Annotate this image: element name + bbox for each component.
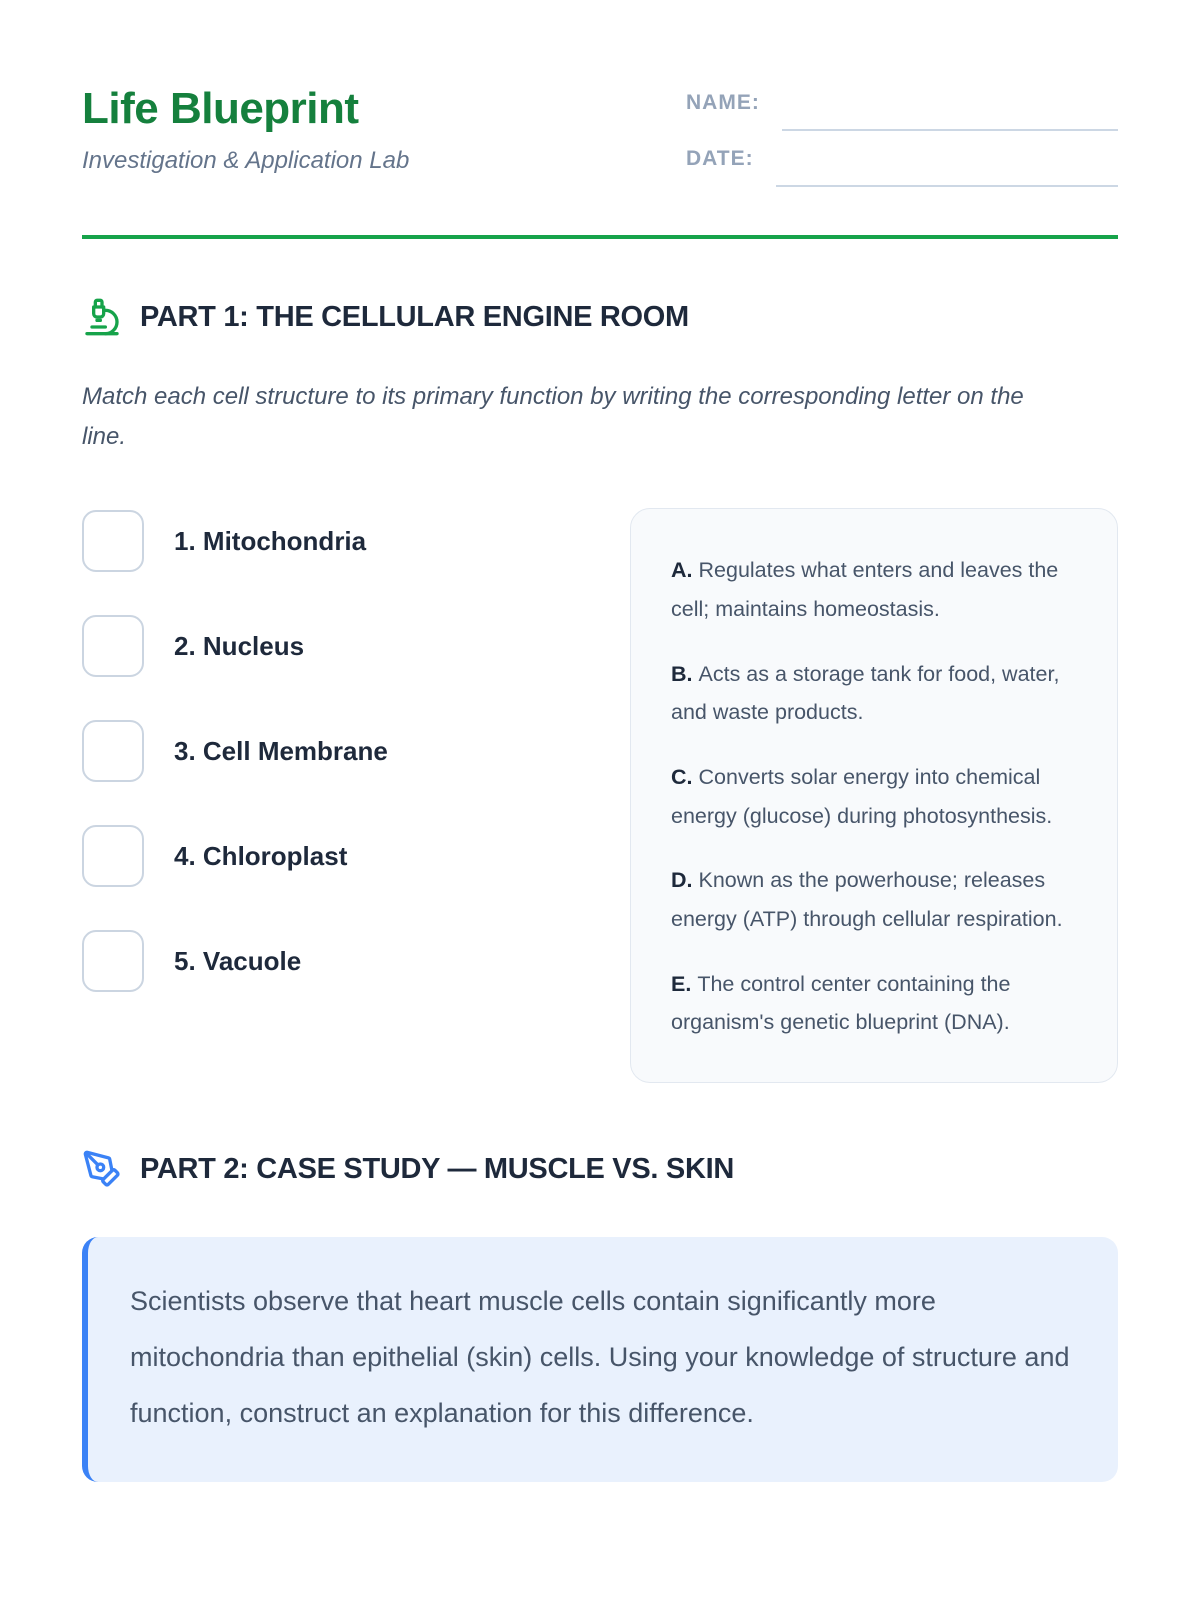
header xyxy=(82,85,1118,203)
date-field-row xyxy=(686,147,1118,173)
definition-e xyxy=(671,965,1077,1042)
name-input-line[interactable] xyxy=(782,129,1118,131)
definition-a-text: Regulates what enters and leaves the cell; maintains homeostasis. xyxy=(671,558,1059,621)
header-divider xyxy=(82,235,1118,239)
definition-c-text: Converts solar energy into chemical energy (glucose) during photosynthesis. xyxy=(671,764,1053,828)
page-title: Life Blueprint xyxy=(82,84,359,133)
definitions-panel xyxy=(630,508,1118,1083)
match-label-2: 2. Nucleus xyxy=(174,630,305,661)
definition-b xyxy=(671,655,1077,732)
match-label-5: 5. Vacuole xyxy=(174,945,302,976)
part1-title: PART 1: THE CELLULAR ENGINE ROOM xyxy=(140,300,689,333)
match-label-3: 3. Cell Membrane xyxy=(174,735,388,766)
definition-a-letter: A. xyxy=(671,558,693,583)
match-row-5 xyxy=(82,930,630,992)
definition-d xyxy=(671,861,1077,938)
match-row-2 xyxy=(82,615,630,677)
definition-c xyxy=(671,758,1077,835)
definition-b-text: Acts as a storage tank for food, water, and waste products. xyxy=(671,661,1060,725)
header-fields xyxy=(686,85,1118,203)
answer-box-1[interactable] xyxy=(82,510,144,572)
date-label: DATE: xyxy=(686,147,754,170)
pen-tool-icon xyxy=(82,1149,122,1189)
case-study-text: Scientists observe that heart muscle cells contain significantly more mitochondria than epithelial (skin) cells. Using your knowledge of structure and function, construct an explanation for this difference. xyxy=(130,1286,1070,1429)
answer-box-3[interactable] xyxy=(82,720,144,782)
answer-box-4[interactable] xyxy=(82,825,144,887)
date-input-line[interactable] xyxy=(776,185,1118,187)
definition-b-letter: B. xyxy=(671,661,693,686)
definition-d-letter: D. xyxy=(671,868,693,893)
part2-title: PART 2: CASE STUDY — MUSCLE VS. SKIN xyxy=(140,1152,734,1185)
definition-e-letter: E. xyxy=(671,971,692,996)
answer-box-5[interactable] xyxy=(82,930,144,992)
match-row-1 xyxy=(82,510,630,572)
microscope-icon xyxy=(82,297,122,337)
answer-box-2[interactable] xyxy=(82,615,144,677)
definition-d-text: Known as the powerhouse; releases energy (ATP) through cellular respiration. xyxy=(671,868,1063,931)
definition-c-letter: C. xyxy=(671,764,693,789)
name-label: NAME: xyxy=(686,91,760,114)
definition-a xyxy=(671,551,1077,628)
match-row-4 xyxy=(82,825,630,887)
matching-section xyxy=(82,508,1118,1083)
header-titles xyxy=(82,85,409,175)
part1-instructions: Match each cell structure to its primary function by writing the corresponding letter on the line. xyxy=(82,383,1024,450)
match-row-3 xyxy=(82,720,630,782)
match-label-4: 4. Chloroplast xyxy=(174,840,348,871)
part1-heading xyxy=(82,297,1118,337)
case-study-box xyxy=(82,1237,1118,1481)
part2-heading xyxy=(82,1149,1118,1189)
page-subtitle: Investigation & Application Lab xyxy=(82,147,410,175)
definition-e-text: The control center containing the organism's genetic blueprint (DNA). xyxy=(671,971,1011,1035)
match-label-1: 1. Mitochondria xyxy=(174,525,367,556)
match-list xyxy=(82,508,630,992)
name-field-row xyxy=(686,91,1118,117)
